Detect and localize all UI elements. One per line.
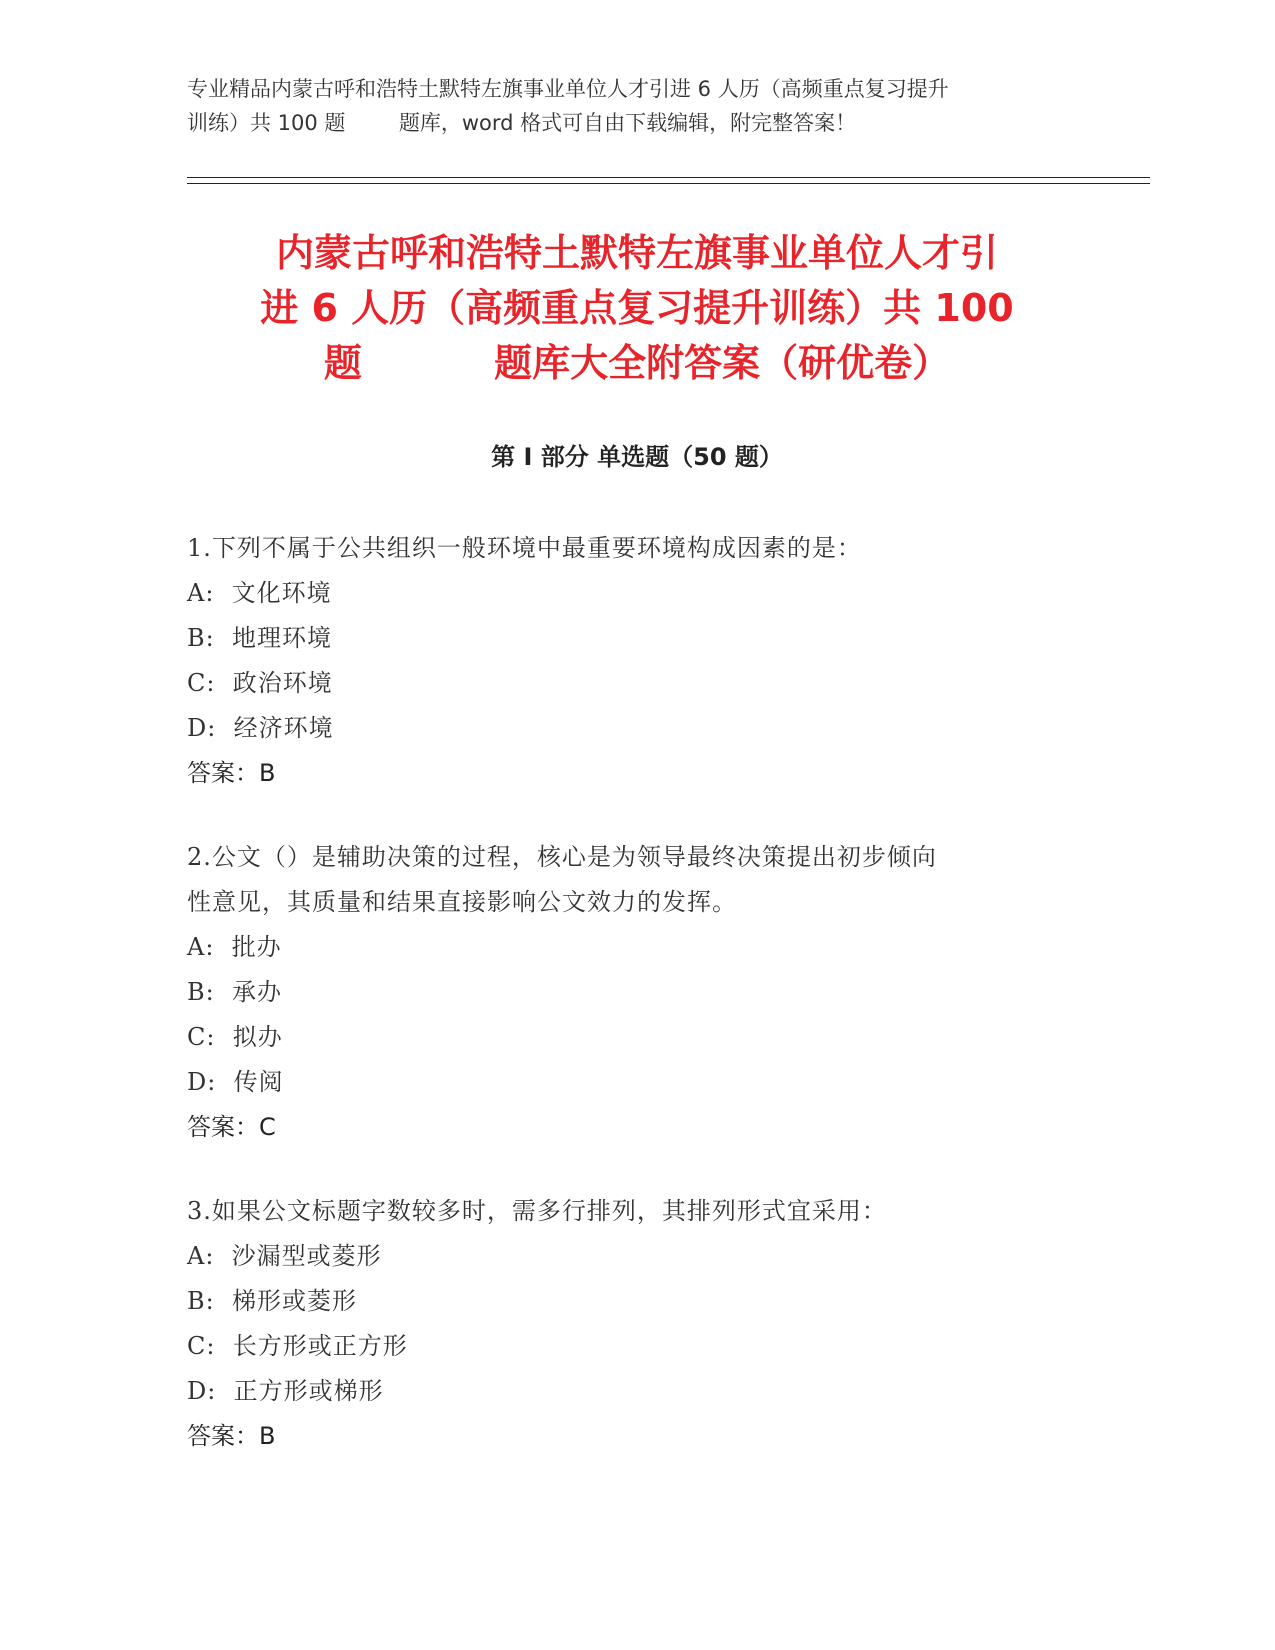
option-c: C: 政治环境 [187,669,333,697]
answer-label: 答案：C [187,1113,276,1141]
option-c: C: 拟办 [187,1023,283,1051]
option-b: B: 地理环境 [187,624,332,652]
header-line-1: 专业精品内蒙古呼和浩特土默特左旗事业单位人才引进 6 人历（高频重点复习提升 [187,77,949,101]
option-c: C: 长方形或正方形 [187,1332,408,1360]
question-list [187,526,1087,1498]
question-stem: 1.下列不属于公共组织一般环境中最重要环境构成因素的是： [187,534,862,562]
option-d: D: 正方形或梯形 [187,1377,384,1405]
header-divider-bottom [187,183,1150,184]
question-3 [187,1189,1087,1459]
answer-label: 答案：B [187,1422,276,1450]
title-line-3: 题 题库大全附答案（研优卷） [323,341,951,385]
question-2 [187,835,1087,1150]
question-stem: 2.公文（）是辅助决策的过程，核心是为领导最终决策提出初步倾向 [187,843,937,871]
section-heading: 第 I 部分 单选题（50 题） [491,443,783,471]
answer-label: 答案：B [187,759,276,787]
title-line-1: 内蒙古呼和浩特土默特左旗事业单位人才引 [275,231,998,275]
option-b: B: 梯形或菱形 [187,1287,357,1315]
option-a: A: 沙漏型或菱形 [187,1242,382,1270]
option-a: A: 文化环境 [187,579,332,607]
question-stem-continued: 性意见，其质量和结果直接影响公文效力的发挥。 [187,888,737,916]
option-d: D: 经济环境 [187,714,334,742]
header-divider-top [187,177,1150,178]
question-stem: 3.如果公文标题字数较多时，需多行排列，其排列形式宜采用： [187,1197,887,1225]
header-line-2: 训练）共 100 题 题库，word 格式可自由下载编辑，附完整答案！ [187,111,857,135]
document-title [187,226,1087,391]
question-1 [187,526,1087,796]
title-line-2: 进 6 人历（高频重点复习提升训练）共 100 [260,286,1014,330]
option-b: B: 承办 [187,978,282,1006]
option-d: D: 传阅 [187,1068,284,1096]
document-header [187,72,1087,140]
option-a: A: 批办 [187,933,282,961]
